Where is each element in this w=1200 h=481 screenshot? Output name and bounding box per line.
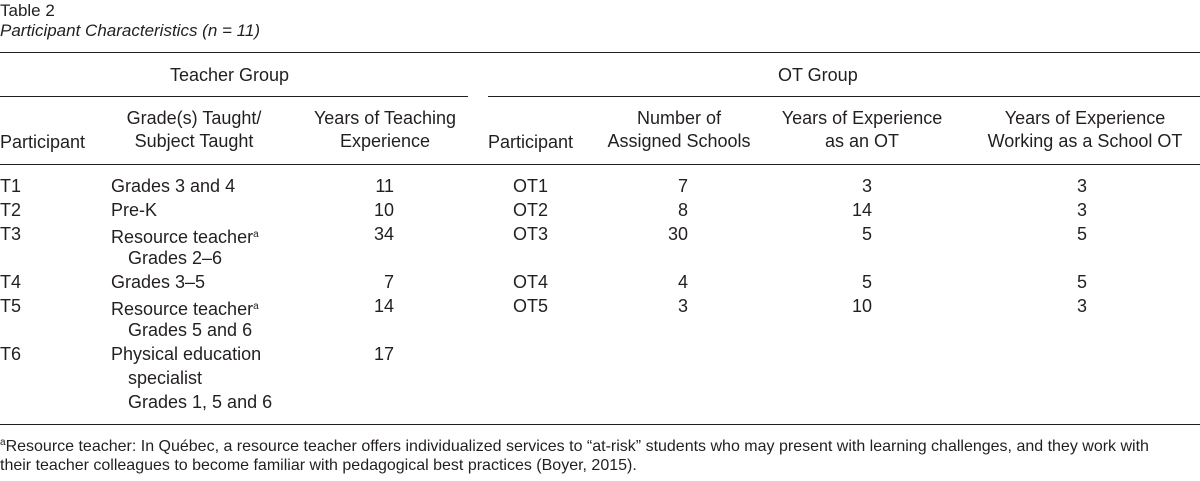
col-assigned-schools: [596, 107, 762, 153]
teacher-id-cell: T4: [0, 272, 22, 292]
col-teaching-years: [296, 107, 474, 153]
footnote-text: Resource teacher: In Québec, a resource teacher offers individualized services to “at-risk” students who may present with learning challenges, and they work with: [5, 438, 1149, 455]
teacher-id-cell: T6: [0, 344, 22, 364]
teacher-grade-text: Resource teacher: [111, 299, 254, 319]
teacher-years-cell: 14: [373, 296, 394, 316]
ot-experience-cell: 14: [851, 200, 872, 220]
col-teacher-participant: Participant: [0, 132, 86, 152]
teacher-group-rule: [0, 96, 468, 97]
teacher-grade-cell: [111, 223, 259, 249]
teacher-years-cell: 10: [373, 200, 394, 220]
ot-experience-cell: 5: [861, 272, 872, 292]
header-bottom-rule: [0, 164, 1200, 165]
teacher-grade-cell: Physical education: [111, 344, 262, 364]
top-rule: [0, 52, 1200, 53]
teacher-grade-cell: Pre-K: [111, 200, 158, 220]
col-ot-experience-line1: Years of Experience: [781, 108, 943, 128]
footnote-mark: a: [253, 229, 259, 240]
teacher-id-cell: T2: [0, 200, 22, 220]
table-title: Participant Characteristics (n = 11): [0, 21, 260, 40]
col-ot-experience-line2: as an OT: [824, 131, 900, 151]
ot-school-experience-cell: 3: [1076, 296, 1087, 316]
table-label: Table 2: [0, 1, 55, 20]
col-teaching-years-line1: Years of Teaching: [313, 108, 457, 128]
ot-school-experience-cell: 3: [1076, 200, 1087, 220]
col-assigned-schools-line1: Number of: [636, 108, 722, 128]
col-assigned-schools-line2: Assigned Schools: [607, 131, 751, 151]
ot-id-cell: OT3: [513, 224, 549, 244]
body-bottom-rule: [0, 424, 1200, 425]
ot-id-cell: OT5: [513, 296, 549, 316]
col-school-ot-experience-line2: Working as a School OT: [987, 131, 1183, 151]
footnote-mark: a: [253, 301, 259, 312]
teacher-grade-subline: specialist: [128, 368, 203, 388]
ot-schools-cell: 7: [677, 176, 688, 196]
teacher-grade-subline: Grades 5 and 6: [128, 320, 253, 340]
teacher-grade-cell: Grades 3–5: [111, 272, 206, 292]
ot-id-cell: OT4: [513, 272, 549, 292]
ot-experience-cell: 5: [861, 224, 872, 244]
ot-experience-cell: 10: [851, 296, 872, 316]
col-teaching-years-line2: Experience: [339, 131, 431, 151]
ot-group-rule: [488, 96, 1200, 97]
teacher-id-cell: T5: [0, 296, 22, 316]
col-school-ot-experience: [972, 107, 1198, 153]
ot-experience-cell: 3: [861, 176, 872, 196]
teacher-years-cell: 7: [383, 272, 394, 292]
teacher-years-cell: 17: [373, 344, 394, 364]
footnote-line-2: their teacher colleagues to become familiar with pedagogical best practices (Boyer, 2015).: [0, 457, 637, 474]
teacher-grade-text: Resource teacher: [111, 227, 254, 247]
ot-schools-cell: 8: [677, 200, 688, 220]
ot-school-experience-cell: 5: [1076, 224, 1087, 244]
ot-schools-cell: 3: [677, 296, 688, 316]
teacher-grade-subline: Grades 1, 5 and 6: [128, 392, 273, 412]
footnote-mark: a: [0, 437, 6, 448]
col-grade-taught-line2: Subject Taught: [134, 131, 254, 151]
ot-school-experience-cell: 3: [1076, 176, 1087, 196]
ot-school-experience-cell: 5: [1076, 272, 1087, 292]
teacher-id-cell: T3: [0, 224, 22, 244]
ot-id-cell: OT2: [513, 200, 549, 220]
teacher-grade-subline: Grades 2–6: [128, 248, 223, 268]
teacher-grade-cell: [111, 295, 259, 321]
ot-schools-cell: 4: [677, 272, 688, 292]
col-ot-experience: [764, 107, 960, 153]
teacher-id-cell: T1: [0, 176, 22, 196]
teacher-group-heading: Teacher Group: [170, 65, 290, 85]
ot-id-cell: OT1: [513, 176, 549, 196]
ot-schools-cell: 30: [667, 224, 688, 244]
teacher-grade-cell: Grades 3 and 4: [111, 176, 236, 196]
teacher-years-cell: 34: [373, 224, 394, 244]
ot-group-heading: OT Group: [778, 65, 858, 85]
teacher-years-cell: 11: [375, 176, 394, 196]
col-grade-taught: [96, 107, 292, 153]
col-ot-participant: Participant: [488, 132, 574, 152]
col-school-ot-experience-line1: Years of Experience: [1004, 108, 1166, 128]
col-grade-taught-line1: Grade(s) Taught/: [126, 108, 262, 128]
